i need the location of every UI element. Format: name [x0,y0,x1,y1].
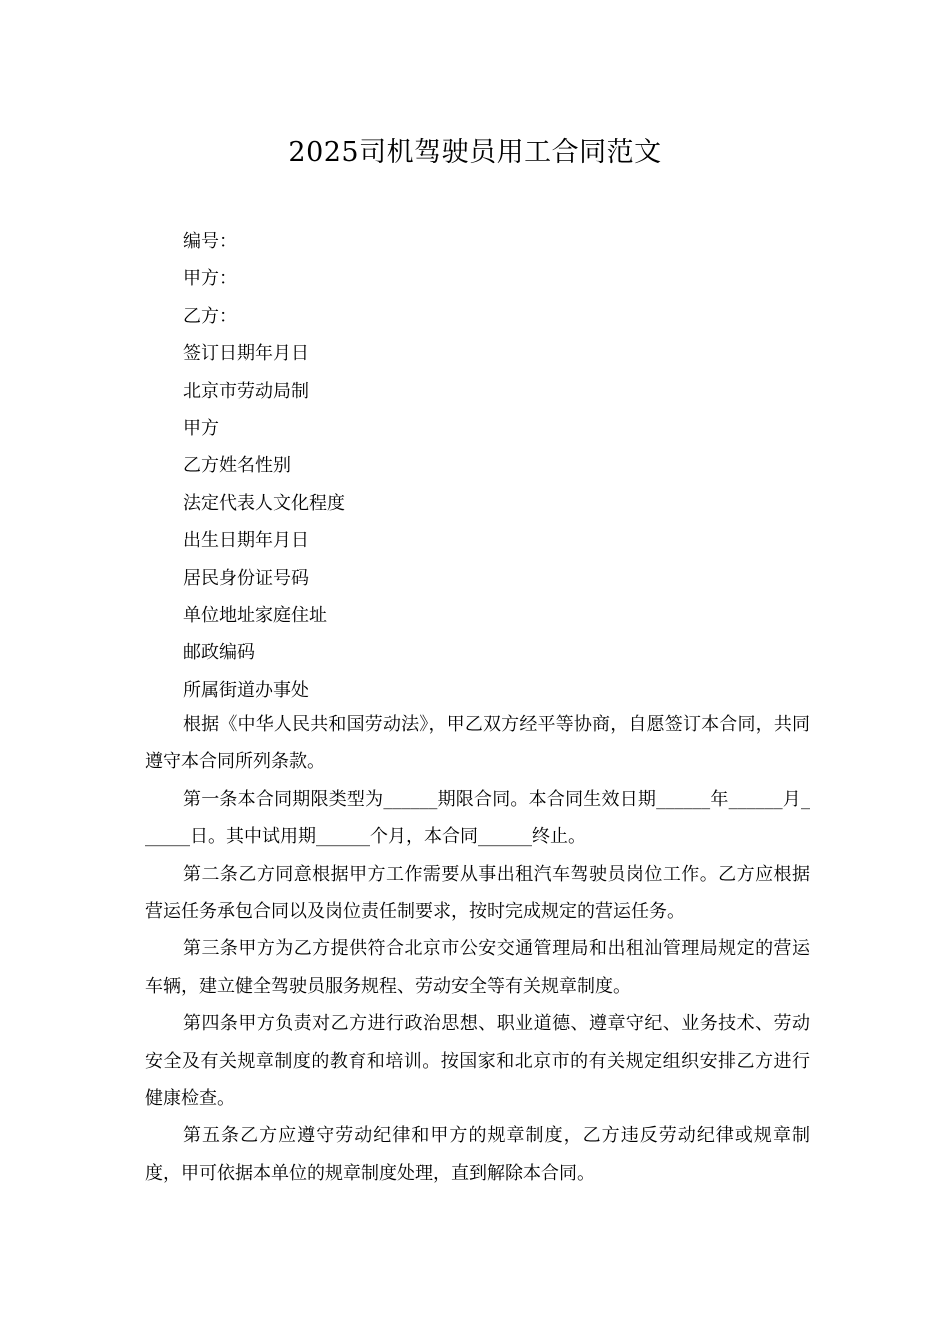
field-party-a-label: 甲方 [183,417,219,439]
paragraph-article-3: 第三条甲方为乙方提供符合北京市公安交通管理局和出租汕管理局规定的营运车辆，建立健全驾驶员服务规程、劳动安全等有关规章制度。 [145,938,810,997]
field-legal-rep-education: 法定代表人文化程度 [183,492,345,514]
contract-body [145,706,810,1192]
field-party-b-name-gender: 乙方姓名性别 [183,455,291,477]
field-birth-date: 出生日期年月日 [183,530,309,552]
field-signing-date: 签订日期年月日 [183,343,309,365]
field-party-a: 甲方： [183,268,237,290]
document-title: 2025司机驾驶员用工合同范文 [288,137,662,168]
field-street-office: 所属街道办事处 [183,679,309,701]
field-party-b: 乙方： [183,305,237,327]
field-serial-number: 编号： [183,231,237,252]
field-id-number: 居民身份证号码 [183,567,309,589]
paragraph-article-4: 第四条甲方负责对乙方进行政治思想、职业道德、遵章守纪、业务技术、劳动安全及有关规章制度的教育和培训。按国家和北京市的有关规定组织安排乙方进行健康检查。 [145,1013,810,1110]
contract-header-fields [183,223,833,709]
paragraph-article-2: 第二条乙方同意根据甲方工作需要从事出租汽车驾驶员岗位工作。乙方应根据营运任务承包合同以及岗位责任制要求，按时完成规定的营运任务。 [145,863,810,923]
paragraph-article-5: 第五条乙方应遵守劳动纪律和甲方的规章制度，乙方违反劳动纪律或规章制度，甲可依据本单位的规章制度处理，直到解除本合同。 [145,1125,810,1184]
field-postal-code: 邮政编码 [183,642,255,664]
paragraph-preamble: 根据《中华人民共和国劳动法》，甲乙双方经平等协商，自愿签订本合同，共同遵守本合同所列条款。 [145,714,810,773]
field-addresses: 单位地址家庭住址 [183,604,327,626]
field-issuer: 北京市劳动局制 [183,380,309,402]
paragraph-article-1: 第一条本合同期限类型为______期限合同。本合同生效日期______年______月______日。其中试用期______个月，本合同______终止。 [145,788,810,848]
